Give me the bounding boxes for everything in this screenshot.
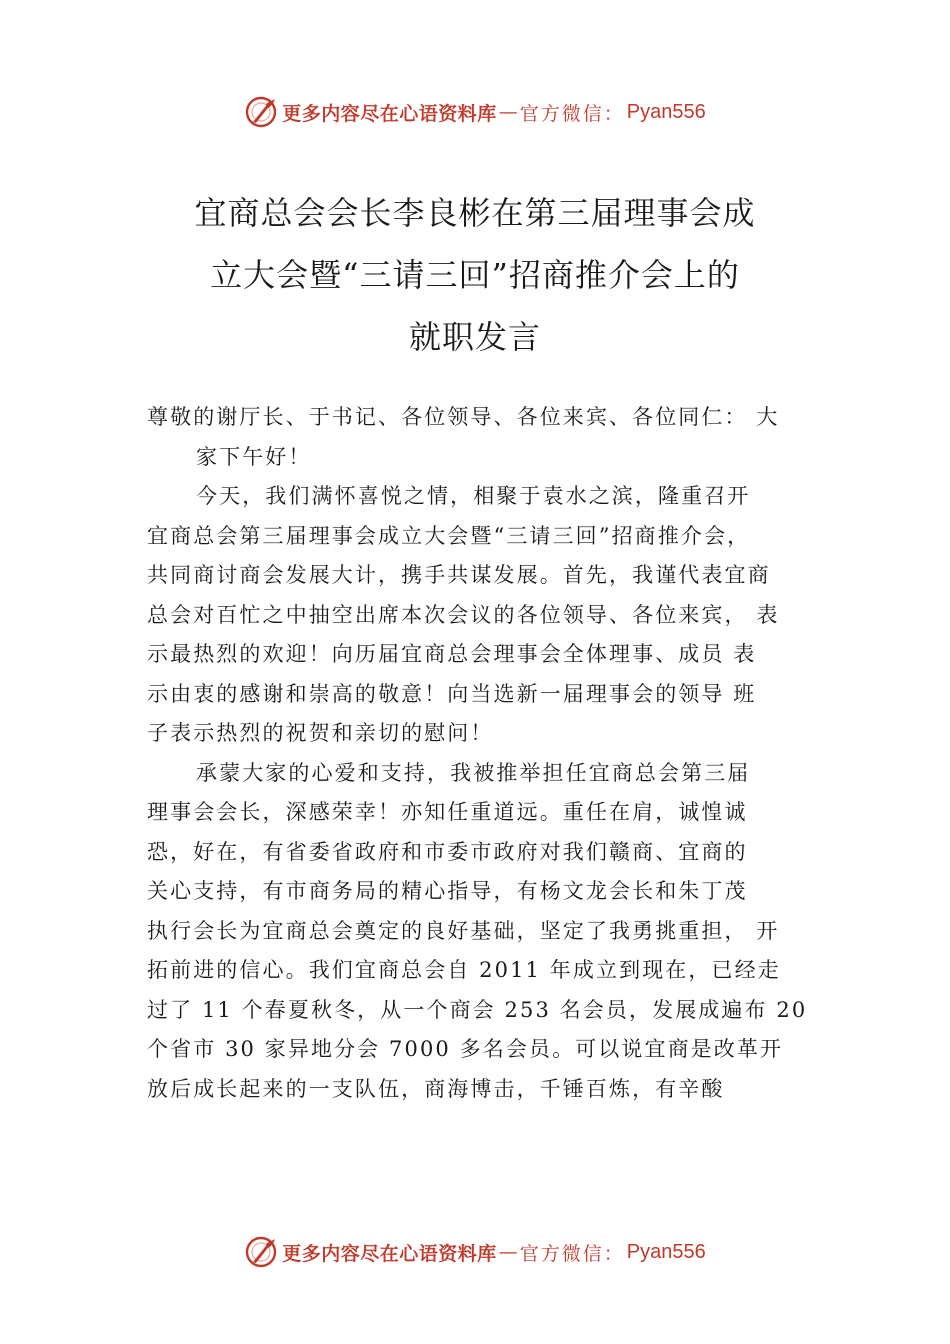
body-line: 放后成长起来的一支队伍，商海博击，千锤百炼，有辛酸: [147, 1076, 725, 1101]
body-line: 今天，我们满怀喜悦之情，相聚于袁水之滨，隆重召开: [196, 484, 751, 508]
banner-wechat-id: Pyan556: [626, 100, 706, 123]
banner-dash: —: [498, 101, 518, 123]
body-line: 总会对百忙之中抽空出席本次会议的各位领导、各位来宾， 表: [147, 602, 780, 627]
body-line: 恐，好在，有省委省政府和市委市政府对我们赣商、宜商的: [147, 839, 748, 864]
banner-brand: 更多内容尽在心语资料库: [282, 1242, 497, 1265]
quill-logo-icon: [244, 95, 278, 129]
footer-banner: [0, 1232, 950, 1272]
body-line: 示最热烈的欢迎！向历届宜商总会理事会全体理事、成员 表: [147, 642, 757, 666]
body-line: 关心支持，有市商务局的精心指导，有杨文龙会长和朱丁茂: [147, 879, 748, 903]
banner-wechat-label: 官方微信：: [519, 1242, 625, 1265]
body-line: 执行会长为宜商总会奠定的良好基础，坚定了我勇挑重担， 开: [147, 918, 780, 943]
document-body: [147, 398, 817, 1109]
body-line: 承蒙大家的心爱和支持，我被推举担任宜商总会第三届: [196, 760, 751, 785]
body-line: 拓前进的信心。我们宜商总会自 2011 年成立到现在，已经走: [147, 958, 781, 982]
body-line: 家下午好！: [196, 444, 312, 469]
quill-logo-icon: [244, 1235, 278, 1269]
body-line: 过了 11 个春夏秋冬，从一个商会 253 名会员，发展成遍布 20: [147, 997, 808, 1022]
body-line: 共同商讨商会发展大计，携手共谋发展。首先，我谨代表宜商: [147, 563, 771, 587]
body-line: 宜商总会第三届理事会成立大会暨“三请三回”招商推介会，: [147, 523, 751, 548]
body-line: 子表示热烈的祝贺和亲切的慰问！: [147, 721, 494, 745]
banner-dash: —: [498, 1241, 518, 1263]
body-line: 示由衷的感谢和崇高的敬意！向当选新一届理事会的领导 班: [147, 681, 757, 706]
banner-wechat-id: Pyan556: [626, 1240, 706, 1263]
body-line: 尊敬的谢厅长、于书记、各位领导、各位来宾、各位同仁： 大: [147, 405, 780, 429]
title-line-1: 宜商总会会长李良彬在第三届理事会成: [194, 194, 756, 232]
body-line: 个省市 30 家异地分会 7000 多名会员。可以说宜商是改革开: [147, 1037, 784, 1061]
header-banner: [0, 92, 950, 132]
banner-wechat-label: 官方微信：: [519, 102, 625, 125]
banner-brand: 更多内容尽在心语资料库: [282, 102, 497, 125]
title-line-2: 立大会暨“三请三回”招商推介会上的: [210, 256, 740, 294]
body-line: 理事会会长，深感荣幸！亦知任重道远。重任在肩，诚惶诚: [147, 800, 748, 824]
title-line-3: 就职发言: [408, 318, 541, 356]
document-title: [150, 182, 800, 368]
